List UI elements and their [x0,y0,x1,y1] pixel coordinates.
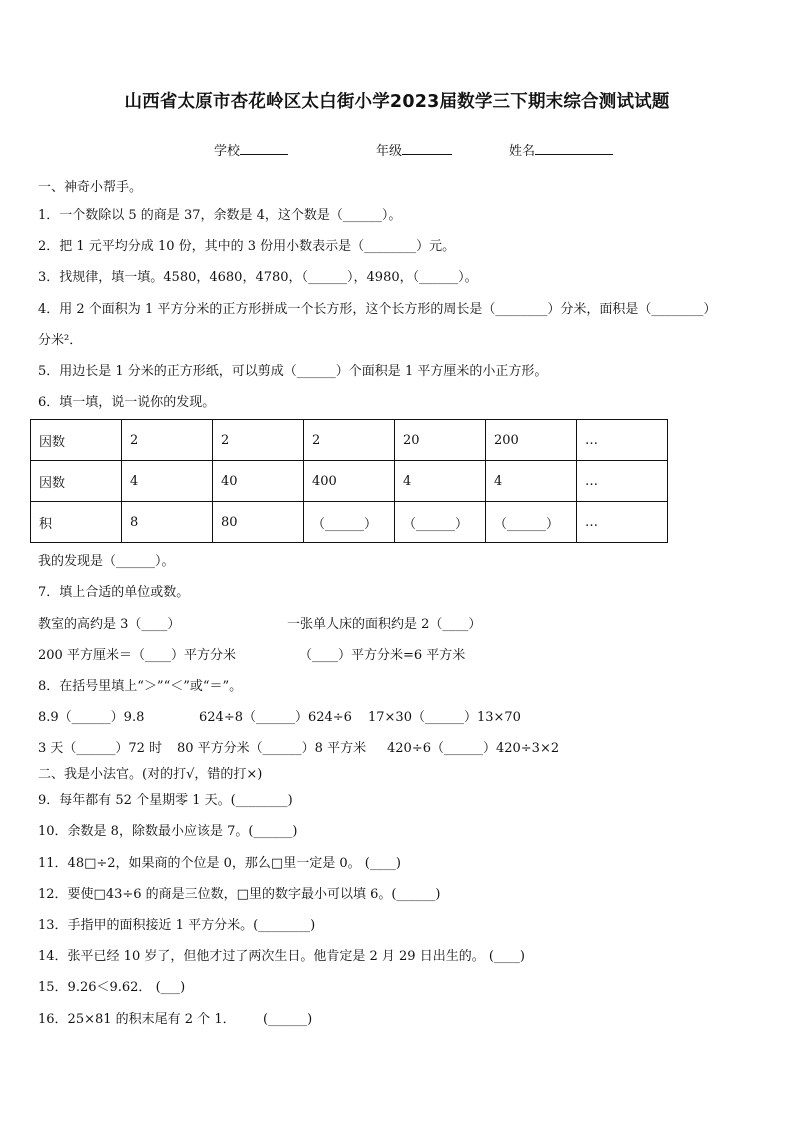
question-16: 16．25×81 的积末尾有 2 个 1． [38,1012,236,1027]
question-16-answer[interactable]: (______) [263,1012,313,1027]
section-1-heading: 一、神奇小帮手。 [38,180,143,195]
school-field [214,140,288,159]
section-2-heading: 二、我是小法官。(对的打√，错的打×) [38,767,263,782]
question-8-b: 624÷8（______）624÷6 [199,710,352,725]
table-cell: … [577,502,668,543]
grade-field [376,140,452,159]
page-title: 山西省太原市杏花岭区太白街小学2023届数学三下期末综合测试试题 [124,92,670,112]
question-8-a: 8.9（______）9.8 [38,710,145,725]
table-cell: 8 [122,502,213,543]
question-4-line-2: 分米²． [38,333,83,348]
answer-blank-cell[interactable]: （______） [486,502,577,543]
question-8: 8．在括号里填上“＞”“＜”或“＝”。 [38,679,243,694]
question-7-b: 一张单人床的面积约是 2（____） [287,617,482,632]
question-15: 15．9.26＜9.62． (___) [38,980,186,995]
factor-product-table [30,419,668,543]
table-cell: … [577,461,668,502]
table-row [31,502,668,543]
question-10: 10．余数是 8，除数最小应该是 7。(______) [38,824,298,839]
question-9: 9．每年都有 52 个星期零 1 天。(________) [38,793,293,808]
grade-label: 年级 [376,144,403,159]
question-6: 6．填一填，说一说你的发现。 [38,395,216,410]
question-13: 13．手指甲的面积接近 1 平方分米。(________) [38,918,316,933]
table-cell: 2 [122,420,213,461]
grade-blank[interactable] [402,141,452,155]
table-cell: 400 [304,461,395,502]
table-cell: … [577,420,668,461]
answer-blank-cell[interactable]: （______） [304,502,395,543]
question-5: 5．用边长是 1 分米的正方形纸，可以剪成（______）个面积是 1 平方厘米的小正方形。 [38,364,548,379]
question-7-d: （____）平方分米=6 平方米 [299,648,466,663]
name-blank[interactable] [535,141,613,155]
question-7: 7．填上合适的单位或数。 [38,585,190,600]
school-blank[interactable] [240,141,288,155]
table-cell: 4 [486,461,577,502]
question-8-c: 17×30（______）13×70 [368,710,521,725]
question-2: 2．把 1 元平均分成 10 份，其中的 3 份用小数表示是（________）元。 [38,239,456,254]
question-11: 11．48□÷2，如果商的个位是 0，那么□里一定是 0。 (____) [38,856,401,871]
name-field [509,140,613,159]
table-cell: 2 [304,420,395,461]
table-cell: 80 [213,502,304,543]
table-cell: 20 [395,420,486,461]
question-3: 3．找规律，填一填。4580，4680，4780，（______），4980，（______）。 [38,270,478,285]
question-12: 12．要使□43÷6 的商是三位数，□里的数字最小可以填 6。(______) [38,887,441,902]
question-7-c: 200 平方厘米＝（____）平方分米 [38,648,236,663]
question-6-finding: 我的发现是（______）。 [38,554,175,569]
name-label: 姓名 [509,144,536,159]
question-8-d: 3 天（______）72 时 [38,741,163,756]
table-cell: 因数 [31,461,122,502]
table-cell: 因数 [31,420,122,461]
table-row [31,420,668,461]
table-cell: 4 [122,461,213,502]
question-8-e: 80 平方分米（______）8 平方米 [177,741,367,756]
table-cell: 4 [395,461,486,502]
table-row [31,461,668,502]
table-cell: 积 [31,502,122,543]
answer-blank-cell[interactable]: （______） [395,502,486,543]
table-cell: 2 [213,420,304,461]
question-14: 14．张平已经 10 岁了，但他才过了两次生日。他肯定是 2 月 29 日出生的。 (____) [38,949,525,964]
question-1: 1．一个数除以 5 的商是 37，余数是 4，这个数是（______）。 [38,208,402,223]
school-label: 学校 [214,144,241,159]
question-7-a: 教室的高约是 3（____） [38,617,181,632]
table-cell: 40 [213,461,304,502]
table-cell: 200 [486,420,577,461]
question-4-line-1: 4．用 2 个面积为 1 平方分米的正方形拼成一个长方形，这个长方形的周长是（________）分米，面积是（________） [38,302,717,317]
question-8-f: 420÷6（______）420÷3×2 [387,741,560,756]
